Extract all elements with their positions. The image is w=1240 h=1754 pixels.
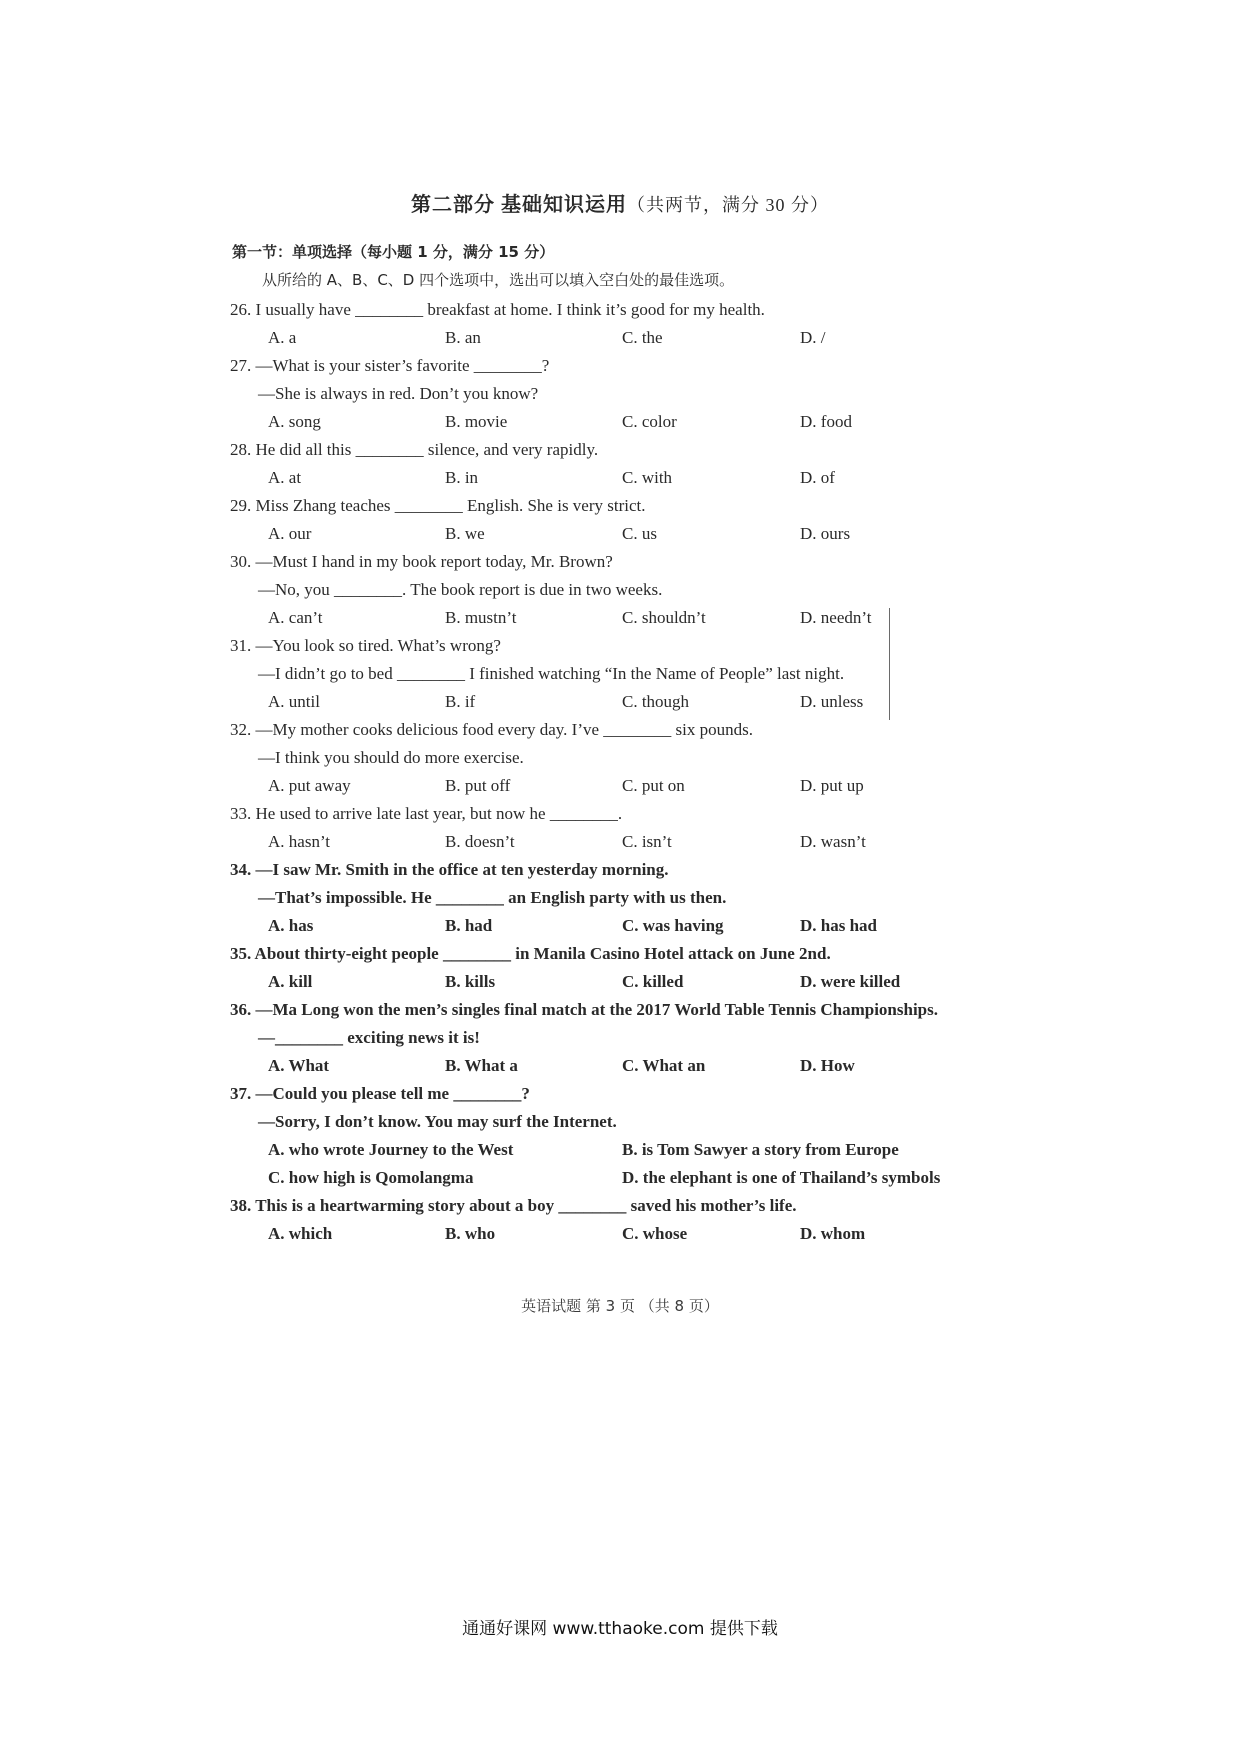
answer-option[interactable]: D. put up — [800, 776, 864, 795]
question-item — [230, 1192, 970, 1248]
answer-option[interactable]: C. was having — [622, 916, 724, 935]
question-dialogue-line: —That’s impossible. He ________ an English party with us then. — [258, 888, 727, 907]
answer-option[interactable]: B. kills — [445, 972, 496, 991]
answer-option[interactable]: B. an — [445, 328, 481, 347]
question-stem: 29. Miss Zhang teaches ________ English. She is very strict. — [230, 496, 646, 515]
answer-options-row — [230, 1164, 970, 1192]
answer-option[interactable]: C. the — [622, 328, 663, 347]
question-stem: 35. About thirty-eight people ________ in Manila Casino Hotel attack on June 2nd. — [230, 944, 831, 963]
question-list — [230, 296, 970, 1248]
answer-option[interactable]: B. we — [445, 524, 485, 543]
question-stem: 38. This is a heartwarming story about a boy ________ saved his mother’s life. — [230, 1196, 797, 1215]
answer-option[interactable]: A. What — [268, 1056, 330, 1075]
question-item — [230, 296, 970, 352]
answer-options-row — [230, 520, 970, 548]
answer-options-row — [230, 1220, 970, 1248]
answer-option[interactable]: A. song — [268, 412, 321, 431]
question-dialogue-line: —I think you should do more exercise. — [258, 748, 524, 767]
answer-option[interactable]: D. unless — [800, 692, 864, 711]
question-stem: 37. —Could you please tell me ________? — [230, 1084, 530, 1103]
answer-options-row — [230, 968, 970, 996]
answer-options-row — [230, 688, 970, 716]
answer-option[interactable]: D. needn’t — [800, 608, 872, 627]
answer-option[interactable]: C. whose — [622, 1224, 688, 1243]
answer-option[interactable]: D. the elephant is one of Thailand’s symbols — [622, 1168, 941, 1187]
answer-options-row — [230, 1136, 970, 1164]
answer-option[interactable]: C. how high is Qomolangma — [268, 1168, 474, 1187]
answer-option[interactable]: B. if — [445, 692, 476, 711]
answer-option[interactable]: C. with — [622, 468, 673, 487]
answer-option[interactable]: D. of — [800, 468, 835, 487]
question-dialogue-line: —She is always in red. Don’t you know? — [258, 384, 539, 403]
question-item — [230, 996, 970, 1080]
answer-option[interactable]: A. until — [268, 692, 320, 711]
answer-options-row — [230, 828, 970, 856]
answer-option[interactable]: C. us — [622, 524, 657, 543]
question-item — [230, 856, 970, 940]
answer-option[interactable]: C. color — [622, 412, 677, 431]
answer-option[interactable]: B. mustn’t — [445, 608, 517, 627]
question-dialogue-line: —________ exciting news it is! — [258, 1028, 480, 1047]
section-title-text: 第二部分 基础知识运用 — [411, 194, 627, 216]
sub-heading: 第一节：单项选择（每小题 1 分，满分 15 分） — [232, 243, 555, 261]
answer-option[interactable]: A. hasn’t — [268, 832, 331, 851]
question-dialogue-line: —No, you ________. The book report is due in two weeks. — [258, 580, 663, 599]
answer-option[interactable]: B. in — [445, 468, 479, 487]
answer-option[interactable]: B. movie — [445, 412, 508, 431]
section-title — [0, 188, 1240, 217]
answer-option[interactable]: D. has had — [800, 916, 878, 935]
answer-option[interactable]: D. wasn’t — [800, 832, 866, 851]
answer-option[interactable]: C. What an — [622, 1056, 706, 1075]
question-dialogue-line: —Sorry, I don’t know. You may surf the Internet. — [258, 1112, 617, 1131]
answer-option[interactable]: A. which — [268, 1224, 333, 1243]
question-item — [230, 940, 970, 996]
answer-option[interactable]: B. doesn’t — [445, 832, 515, 851]
answer-option[interactable]: D. food — [800, 412, 852, 431]
answer-option[interactable]: B. What a — [445, 1056, 518, 1075]
answer-option[interactable]: D. How — [800, 1056, 855, 1075]
section-note: （共两节，满分 30 分） — [627, 195, 829, 215]
answer-option[interactable]: A. can’t — [268, 608, 323, 627]
answer-options-row — [230, 604, 970, 632]
answer-option[interactable]: A. at — [268, 468, 302, 487]
answer-option[interactable]: C. isn’t — [622, 832, 672, 851]
answer-option[interactable]: C. put on — [622, 776, 685, 795]
question-stem: 32. —My mother cooks delicious food every day. I’ve ________ six pounds. — [230, 720, 753, 739]
question-stem: 27. —What is your sister’s favorite ________? — [230, 356, 550, 375]
answer-options-row — [230, 912, 970, 940]
question-item — [230, 1080, 970, 1192]
answer-option[interactable]: C. though — [622, 692, 690, 711]
question-item — [230, 716, 970, 800]
question-item — [230, 436, 970, 492]
question-item — [230, 492, 970, 548]
answer-options-row — [230, 772, 970, 800]
question-stem: 30. —Must I hand in my book report today, Mr. Brown? — [230, 552, 613, 571]
question-stem: 34. —I saw Mr. Smith in the office at ten yesterday morning. — [230, 860, 669, 879]
page-footer: 英语试题 第 3 页 （共 8 页） — [521, 1297, 719, 1315]
question-dialogue-line: —I didn’t go to bed ________ I finished watching “In the Name of People” last night. — [258, 664, 845, 683]
answer-option[interactable]: A. has — [268, 916, 314, 935]
question-stem: 28. He did all this ________ silence, and very rapidly. — [230, 440, 599, 459]
answer-option[interactable]: A. kill — [268, 972, 313, 991]
answer-option[interactable]: B. put off — [445, 776, 511, 795]
answer-option[interactable]: D. ours — [800, 524, 851, 543]
instruction-text: 从所给的 A、B、C、D 四个选项中，选出可以填入空白处的最佳选项。 — [262, 271, 735, 289]
question-stem: 31. —You look so tired. What’s wrong? — [230, 636, 501, 655]
answer-option[interactable]: B. had — [445, 916, 493, 935]
question-item — [230, 800, 970, 856]
answer-options-row — [230, 408, 970, 436]
answer-option[interactable]: A. our — [268, 524, 312, 543]
question-item — [230, 352, 970, 436]
answer-option[interactable]: A. who wrote Journey to the West — [268, 1140, 514, 1159]
question-item — [230, 632, 970, 716]
answer-option[interactable]: B. is Tom Sawyer a story from Europe — [622, 1140, 899, 1159]
answer-option[interactable]: D. whom — [800, 1224, 866, 1243]
answer-option[interactable]: A. put away — [268, 776, 351, 795]
answer-option[interactable]: D. / — [800, 328, 826, 347]
answer-option[interactable]: B. who — [445, 1224, 496, 1243]
question-item — [230, 548, 970, 632]
answer-option[interactable]: C. shouldn’t — [622, 608, 706, 627]
answer-options-row — [230, 324, 970, 352]
answer-option[interactable]: A. a — [268, 328, 297, 347]
answer-options-row — [230, 1052, 970, 1080]
question-stem: 26. I usually have ________ breakfast at home. I think it’s good for my health. — [230, 300, 765, 319]
question-stem: 36. —Ma Long won the men’s singles final match at the 2017 World Table Tennis Championships. — [230, 1000, 938, 1019]
answer-option[interactable]: C. killed — [622, 972, 684, 991]
answer-option[interactable]: D. were killed — [800, 972, 901, 991]
download-note: 通通好课网 www.tthaoke.com 提供下载 — [462, 1619, 778, 1639]
answer-options-row — [230, 464, 970, 492]
question-stem: 33. He used to arrive late last year, but now he ________. — [230, 804, 623, 823]
